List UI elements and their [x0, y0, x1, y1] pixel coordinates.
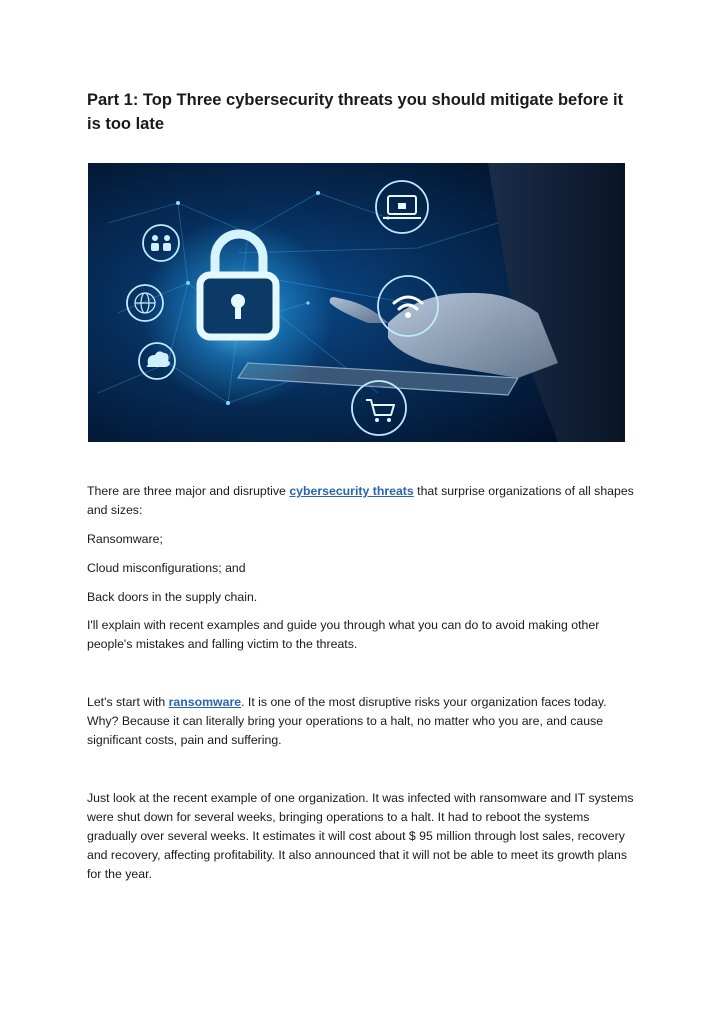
- ransomware-paragraph: [87, 693, 635, 750]
- list-item-back-doors: Back doors in the supply chain.: [87, 590, 258, 604]
- explain-paragraph: I'll explain with recent examples and guide you through what you can do to avoid making other people's mistakes and falling victim to the threats.: [87, 618, 600, 651]
- list-item-ransomware: Ransomware;: [87, 532, 163, 546]
- ransomware-link[interactable]: ransomware: [168, 695, 242, 709]
- hero-image: [88, 163, 625, 442]
- cybersecurity-threats-link[interactable]: cybersecurity threats: [289, 484, 414, 498]
- ransomware-text: Let's start with: [87, 695, 169, 709]
- intro-paragraph: [87, 482, 635, 520]
- intro-text: There are three major and disruptive: [87, 484, 290, 498]
- ransomware-text-continued: . It is one of the most disruptive risks your organization faces today. Why? Because it can literally bring your operations to a halt, no matter who you are, and cause significant costs, pain and suffering.: [87, 695, 607, 747]
- list-item-cloud-misconfigurations: Cloud misconfigurations; and: [87, 561, 246, 575]
- intro-text-continued: that surprise organizations of all shapes and sizes:: [87, 484, 634, 517]
- page-title: Part 1: Top Three cybersecurity threats you should mitigate before it is too late: [87, 91, 624, 133]
- example-paragraph: Just look at the recent example of one organization. It was infected with ransomware and IT systems were shut down for several weeks, bringing operations to a halt. It had to reboot the systems gradually over several weeks. It estimates it will cost about $ 95 million through lost sales, recovery and recovery, affecting profitability. It also announced that it will not be able to meet its growth plans for the year.: [87, 791, 634, 881]
